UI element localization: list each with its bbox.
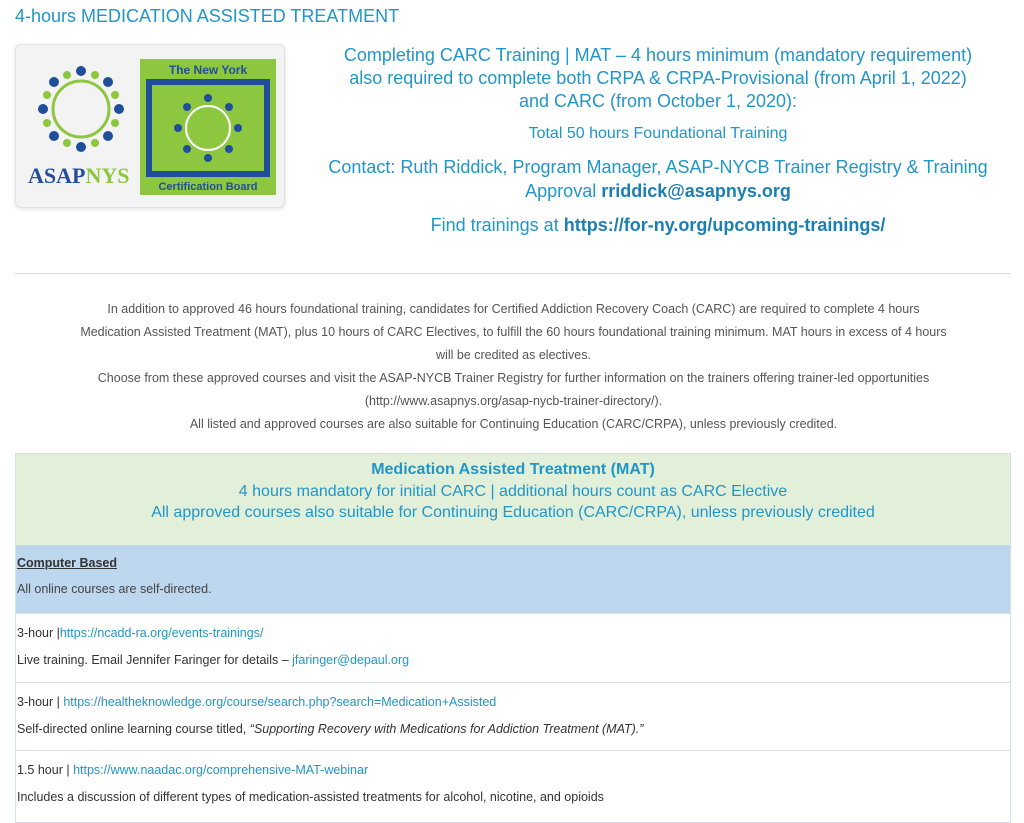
header-line-2: also required to complete both CRPA & CRPA-Provisional (from April 1, 2022) [349, 68, 967, 88]
mat-table-subtitle-1: 4 hours mandatory for initial CARC | additional hours count as CARC Elective [238, 483, 788, 500]
contact-info [300, 155, 1016, 203]
table-row [16, 750, 1010, 822]
course-hours: 3-hour | [17, 695, 64, 709]
course-hours: 1.5 hour | [17, 763, 74, 777]
contact-text: Contact: Ruth Riddick, Program Manager, ASAP-NYCB Trainer Registry & Training [328, 157, 988, 177]
intro-text [15, 298, 1012, 436]
logo-box [15, 44, 285, 208]
intro-line: Medication Assisted Treatment (MAT), plus 10 hours of CARC Electives, to fulfill the 60 hours foundational training minimum. MAT hours in excess of 4 hours [80, 325, 947, 339]
email-link[interactable]: jfaringer@depaul.org [292, 653, 410, 667]
header-block [300, 44, 1016, 236]
course-link[interactable]: https://healtheknowledge.org/course/search.php?search=Medication+Assisted [63, 695, 497, 709]
course-desc: Includes a discussion of different types of medication-assisted treatments for alcohol, nicotine, and opioids [17, 790, 604, 804]
section-note: All online courses are self-directed. [17, 582, 212, 596]
intro-line: will be credited as electives. [436, 348, 591, 362]
nycb-logo [140, 59, 276, 195]
contact-approval: Approval [525, 181, 597, 201]
nycb-top-text: The New York [168, 63, 248, 77]
mat-course-table [15, 453, 1011, 823]
contact-email-link[interactable]: rriddick@asapnys.org [601, 181, 791, 201]
course-hours: 3-hour | [17, 626, 60, 640]
table-row [16, 682, 1010, 750]
course-title: “Supporting Recovery with Medications for Addiction Treatment (MAT).” [249, 722, 644, 736]
section-label: Computer Based [17, 556, 118, 570]
header-line-3: and CARC (from October 1, 2020): [518, 91, 798, 111]
find-trainings-link[interactable]: https://for-ny.org/upcoming-trainings/ [563, 215, 886, 235]
header-line-1: Completing CARC Training | MAT – 4 hours minimum (mandatory requirement) [343, 45, 973, 65]
page-title: 4-hours MEDICATION ASSISTED TREATMENT [15, 6, 400, 26]
course-desc: Live training. Email Jennifer Faringer for details – [17, 653, 293, 667]
computer-based-section [16, 545, 1010, 613]
intro-line: In addition to approved 46 hours foundational training, candidates for Certified Addiction Recovery Coach (CARC) are required to complete 4 hours [107, 302, 920, 316]
asapnys-logo [24, 55, 139, 195]
total-hours: Total 50 hours Foundational Training [528, 125, 788, 142]
asap-wordmark: ASAPNYS [28, 163, 130, 188]
course-desc: Self-directed online learning course titled, [17, 722, 250, 736]
mat-table-header [16, 454, 1010, 545]
mat-table-subtitle-2: All approved courses also suitable for Continuing Education (CARC/CRPA), unless previously credited [151, 504, 875, 521]
table-row [16, 613, 1010, 682]
mat-table-title: Medication Assisted Treatment (MAT) [371, 461, 655, 478]
intro-line: (http://www.asapnys.org/asap-nycb-trainer-directory/). [364, 394, 663, 408]
nycb-bottom-text: Certification Board [158, 181, 258, 193]
find-trainings-text: Find trainings at [430, 215, 559, 235]
divider [15, 273, 1010, 274]
intro-line: Choose from these approved courses and visit the ASAP-NYCB Trainer Registry for further information on the trainers offering trainer-led opportunities [97, 371, 930, 385]
course-link[interactable]: https://www.naadac.org/comprehensive-MAT-webinar [73, 763, 369, 777]
find-trainings [300, 215, 1016, 236]
course-link[interactable]: https://ncadd-ra.org/events-trainings/ [59, 626, 264, 640]
intro-line: All listed and approved courses are also suitable for Continuing Education (CARC/CRPA), unless previously credited. [189, 417, 838, 431]
